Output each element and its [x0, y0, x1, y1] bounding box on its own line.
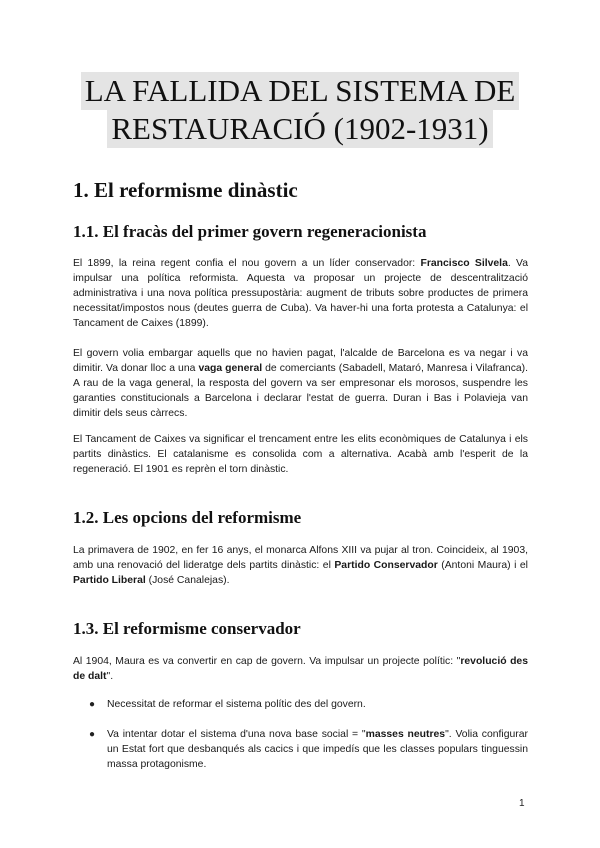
page-number: 1 [519, 798, 525, 809]
paragraph-1-2-a: La primavera de 1902, en fer 16 anys, el monarca Alfons XIII va pujar al tron. Coincideix, al 1903, amb una renovació del lideratge dels partits dinàstic: el Partido Conservador (Antoni Maura) i el Partido Liberal (José Canalejas). [73, 545, 528, 586]
paragraph-1-1-c: El Tancament de Caixes va significar el trencament entre les elits econòmiques de Catalunya i els partits dinàstics. El catalanisme es consolida com a alternativa. Acabà amb l'esperit de la regeneració. El 1901 es reprèn el torn dinàstic. [73, 434, 528, 475]
paragraph-1-3-a: Al 1904, Maura es va convertir en cap de govern. Va impulsar un projecte polític: "revolució des de dalt". [73, 656, 528, 682]
document-title [0, 72, 600, 148]
subsection-1-1-heading: 1.1. El fracàs del primer govern regeneracionista [73, 222, 427, 241]
title-line-2: RESTAURACIÓ (1902-1931) [107, 110, 492, 148]
bullet-dot-icon: ● [89, 699, 96, 710]
bullet-dot-icon: ● [89, 729, 96, 740]
bullet-item-2-text: Va intentar dotar el sistema d'una nova base social = "masses neutres". Volia configurar un Estat fort que desbanqués als cacics i que impedís que les classes populars tinguessin massa protagonisme. [107, 729, 528, 770]
paragraph-1-1-b: El govern volia embargar aquells que no havien pagat, l'alcalde de Barcelona es va negar i va dimitir. Va donar lloc a una vaga general de comerciants (Sabadell, Mataró, Manresa i Vilafranca). A rau de la vaga general, la resposta del govern va ser empresonar els morosos, suspendre les garanties constitucionals a Barcelona i declarar l'estat de guerra. Duran i Bas i Polavieja van dimitir dels seus càrrecs. [73, 348, 529, 419]
bullet-item-1 [90, 697, 528, 712]
paragraph-1-1-a: El 1899, la reina regent confia el nou govern a un líder conservador: Francisco Silvela. Va impulsar una política reformista. Aquesta va proposar un projecte de descentralització administrativa i una nova política pressupostària: augment de tributs sobre productes de primera necessitat/impostos nous (deutes guerra de Cuba). Va haver-hi una forta protesta a Catalunya: el Tancament de Caixes (1899). [73, 258, 528, 329]
bullet-item-2 [90, 727, 528, 772]
subsection-1-2-heading: 1.2. Les opcions del reformisme [73, 508, 302, 527]
title-line-1: LA FALLIDA DEL SISTEMA DE [81, 72, 520, 110]
subsection-1-3-heading: 1.3. El reformisme conservador [73, 619, 301, 638]
section-1-heading: 1. El reformisme dinàstic [73, 178, 298, 202]
bullet-item-1-text: Necessitat de reformar el sistema polític des del govern. [107, 699, 366, 710]
